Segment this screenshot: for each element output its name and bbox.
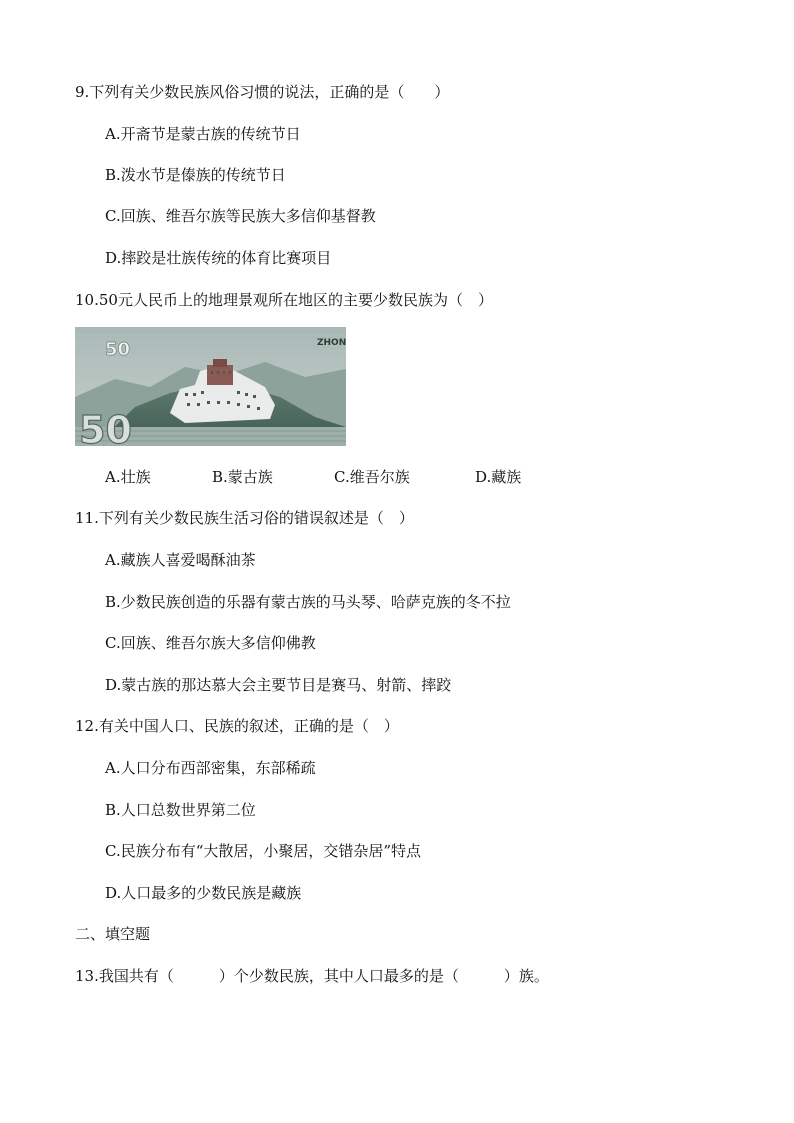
question-12-option-a: A.人口分布西部密集，东部稀疏: [105, 759, 316, 777]
question-12-stem: 12.有关中国人口、民族的叙述，正确的是（ ）: [75, 717, 399, 735]
question-10-stem: 10.50元人民币上的地理景观所在地区的主要少数民族为（ ）: [75, 291, 493, 309]
question-11-option-d: D.蒙古族的那达慕大会主要节目是赛马、射箭、摔跤: [105, 676, 452, 694]
denomination-bottom-label: 50: [79, 408, 132, 446]
question-10-option-a: A.壮族: [105, 468, 151, 486]
question-10-option-c: C.维吾尔族: [334, 468, 410, 486]
section-title-fill-in: 二、填空题: [75, 925, 151, 943]
question-13-stem: 13.我国共有（ ）个少数民族，其中人口最多的是（ ）族。: [75, 967, 549, 985]
question-12-option-d: D.人口最多的少数民族是藏族: [105, 884, 302, 902]
question-9-option-b: B.泼水节是傣族的传统节日: [105, 166, 286, 184]
question-9-option-c: C.回族、维吾尔族等民族大多信仰基督教: [105, 207, 376, 225]
question-10-option-b: B.蒙古族: [212, 468, 273, 486]
banknote-corner-text: ZHON: [317, 338, 346, 348]
banknote-50-yuan-image: [75, 327, 346, 446]
question-12-option-c: C.民族分布有“大散居，小聚居，交错杂居”特点: [105, 842, 422, 860]
question-12-option-b: B.人口总数世界第二位: [105, 801, 256, 819]
question-11-option-c: C.回族、维吾尔族大多信仰佛教: [105, 634, 316, 652]
question-11-option-a: A.藏族人喜爱喝酥油茶: [105, 551, 256, 569]
question-9-option-d: D.摔跤是壮族传统的体育比赛项目: [105, 249, 332, 267]
question-9-option-a: A.开斋节是蒙古族的传统节日: [105, 125, 301, 143]
question-9-stem: 9.下列有关少数民族风俗习惯的说法，正确的是（ ）: [75, 83, 450, 101]
question-11-option-b: B.少数民族创造的乐器有蒙古族的马头琴、哈萨克族的冬不拉: [105, 593, 511, 611]
denomination-top-label: 50: [105, 339, 131, 360]
question-10-option-d: D.藏族: [475, 468, 522, 486]
question-11-stem: 11.下列有关少数民族生活习俗的错误叙述是（ ）: [75, 509, 414, 527]
